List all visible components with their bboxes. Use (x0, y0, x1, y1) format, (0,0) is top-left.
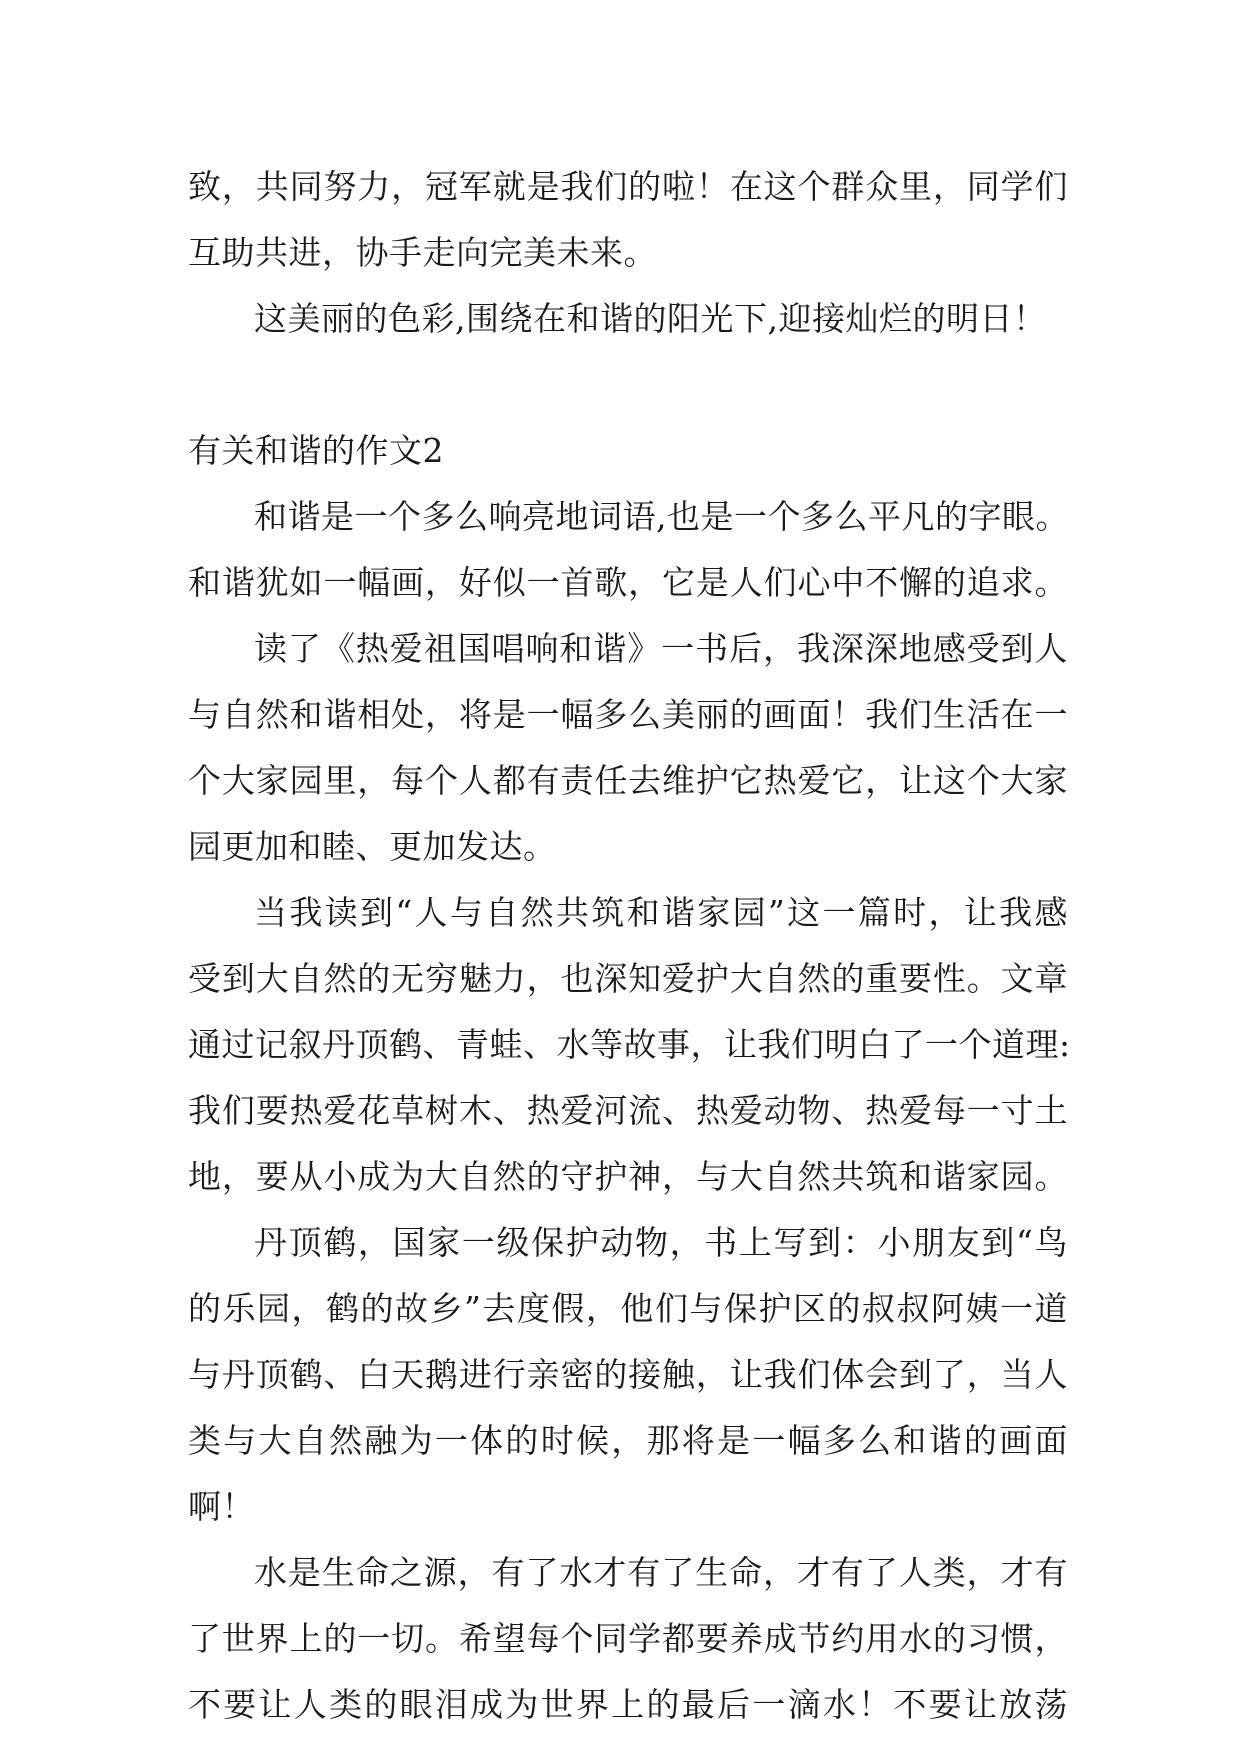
text-line: 丹顶鹤，国家一级保护动物，书上写到：小朋友到“鸟 (254, 1223, 1068, 1262)
text-line: 地，要从小成为大自然的守护神，与大自然共筑和谐家园。 (188, 1157, 1068, 1196)
text-line: 园更加和睦、更加发达。 (188, 827, 557, 866)
text-line: 和谐是一个多么响亮地词语,也是一个多么平凡的字眼。 (254, 497, 1069, 536)
text-line: 受到大自然的无穷魅力，也深知爱护大自然的重要性。文章 (188, 959, 1068, 998)
text-line: 通过记叙丹顶鹤、青蛙、水等故事，让我们明白了一个道理: (188, 1025, 1071, 1064)
text-line: 这美丽的色彩,围绕在和谐的阳光下,迎接灿烂的明日！ (254, 299, 1047, 338)
document-body (188, 154, 1071, 1738)
text-line: 致，共同努力，冠军就是我们的啦！在这个群众里，同学们 (188, 167, 1068, 206)
text-line: 读了《热爱祖国唱响和谐》一书后，我深深地感受到人 (254, 629, 1068, 668)
text-line: 的乐园，鹤的故乡”去度假，他们与保护区的叔叔阿姨一道 (188, 1289, 1068, 1328)
paragraph-spacer (188, 352, 1068, 418)
section-title: 有关和谐的作文2 (188, 431, 444, 470)
text-line: 类与大自然融为一体的时候，那将是一幅多么和谐的画面 (188, 1421, 1068, 1460)
text-line: 与自然和谐相处，将是一幅多么美丽的画面！我们生活在一 (188, 695, 1068, 734)
text-line: 与丹顶鹤、白天鹅进行亲密的接触，让我们体会到了，当人 (188, 1355, 1068, 1394)
text-line: 不要让人类的眼泪成为世界上的最后一滴水！不要让放荡 (188, 1685, 1068, 1724)
text-line: 啊！ (188, 1487, 255, 1526)
text-line: 我们要热爱花草树木、热爱河流、热爱动物、热爱每一寸土 (188, 1091, 1068, 1130)
text-line: 水是生命之源，有了水才有了生命，才有了人类，才有 (254, 1553, 1068, 1592)
text-line: 当我读到“人与自然共筑和谐家园”这一篇时，让我感 (254, 893, 1068, 932)
text-line: 了世界上的一切。希望每个同学都要养成节约用水的习惯， (188, 1619, 1068, 1658)
text-line: 和谐犹如一幅画，好似一首歌，它是人们心中不懈的追求。 (188, 563, 1068, 602)
text-line: 互助共进，协手走向完美未来。 (188, 233, 657, 272)
text-line: 个大家园里，每个人都有责任去维护它热爱它，让这个大家 (188, 761, 1068, 800)
